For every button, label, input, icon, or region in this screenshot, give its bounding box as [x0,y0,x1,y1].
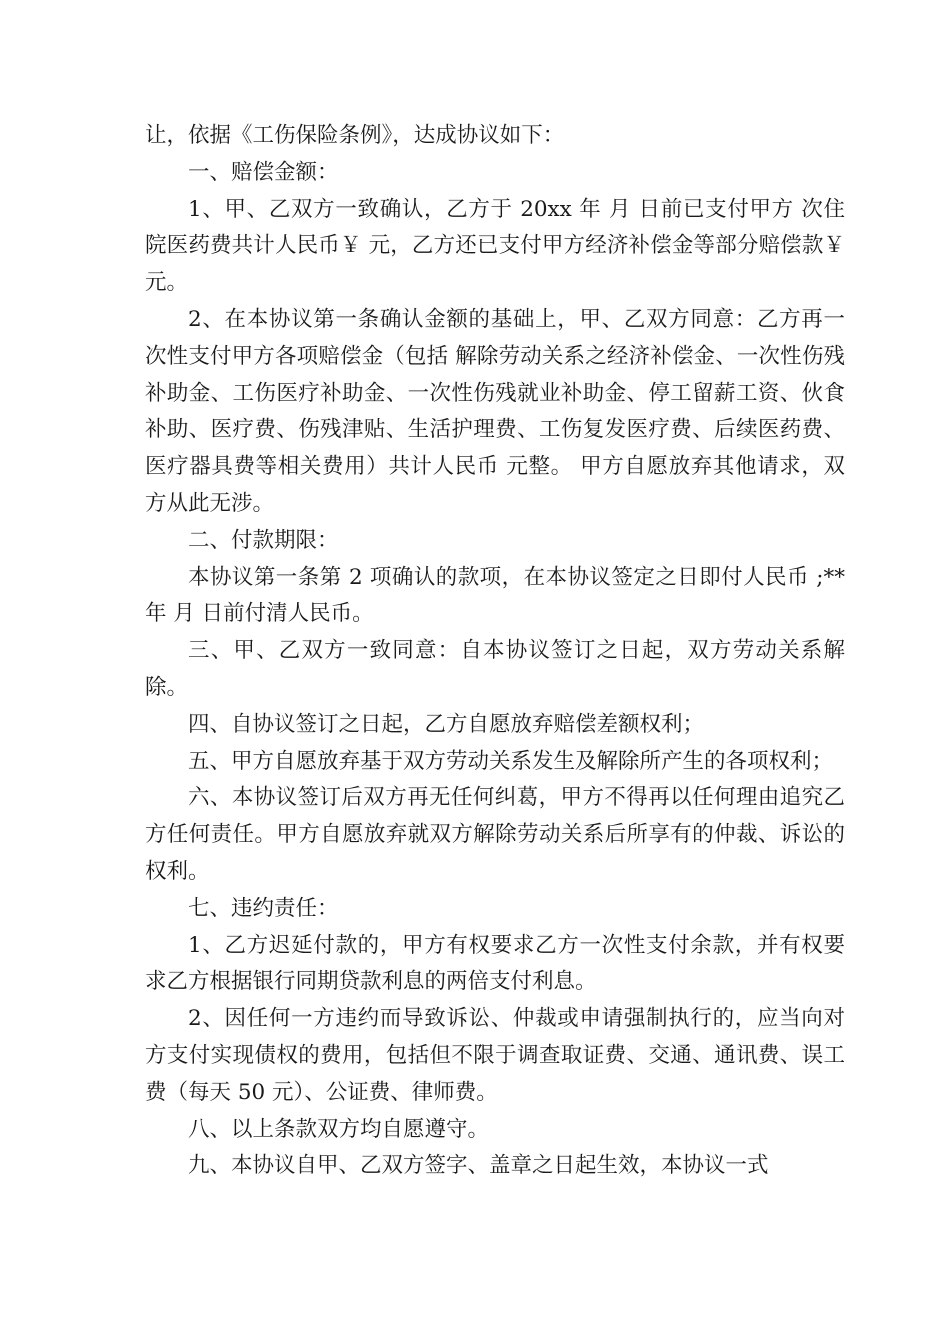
paragraph-payment-term: 本协议第一条第 2 项确认的款项，在本协议签定之日即付人民币 ;**年 月 日前付清人民币。 [145,564,845,627]
section-heading-compensation-amount: 一、赔偿金额： [188,159,339,185]
paragraph-clause-8: 八、以上条款双方均自愿遵守。 [188,1116,490,1142]
paragraph-clause-5: 五、甲方自愿放弃基于双方劳动关系发生及解除所产生的各项权利； [188,748,834,774]
paragraph-clause-1-1: 1、甲、乙双方一致确认，乙方于 20xx 年 月 日前已支付甲方 次住院医药费共计人民币￥ 元，乙方还已支付甲方经济补偿金等部分赔偿款￥ 元。 [145,196,845,296]
section-heading-breach-liability: 七、违约责任： [188,895,339,921]
document-body [145,118,845,1185]
paragraph-clause-4: 四、自协议签订之日起，乙方自愿放弃赔偿差额权利； [188,711,705,737]
section-heading-payment-term: 二、付款期限： [188,527,339,553]
paragraph-clause-7-1: 1、乙方迟延付款的，甲方有权要求乙方一次性支付余款，并有权要求乙方根据银行同期贷款利息的两倍支付利息。 [145,932,845,995]
paragraph-clause-1-2: 2、在本协议第一条确认金额的基础上，甲、乙双方同意：乙方再一次性支付甲方各项赔偿金（包括 解除劳动关系之经济补偿金、一次性伤残补助金、工伤医疗补助金、一次性伤残就业补助金、停工留薪工资、伙食补助、医疗费、伤残津贴、生活护理费、工伤复发医疗费、后续医药费、医疗器具费等相关费用）共计人民币 元整。 甲方自愿放弃其他请求，双方从此无涉。 [145,306,845,516]
paragraph-clause-7-2: 2、因任何一方违约而导致诉讼、仲裁或申请强制执行的，应当向对方支付实现债权的费用，包括但不限于调查取证费、交通、通讯费、误工费（每天 50 元）、公证费、律师费。 [145,1006,845,1105]
paragraph-intro: 让，依据《工伤保险条例》，达成协议如下： [145,123,565,148]
paragraph-clause-9: 九、本协议自甲、乙双方签字、盖章之日起生效，本协议一式 [188,1153,769,1179]
paragraph-clause-6: 六、本协议签订后双方再无任何纠葛，甲方不得再以任何理由追究乙方任何责任。甲方自愿放弃就双方解除劳动关系后所享有的仲裁、诉讼的权利。 [145,785,845,884]
paragraph-clause-3: 三、甲、乙双方一致同意：自本协议签订之日起，双方劳动关系解除。 [145,638,845,700]
